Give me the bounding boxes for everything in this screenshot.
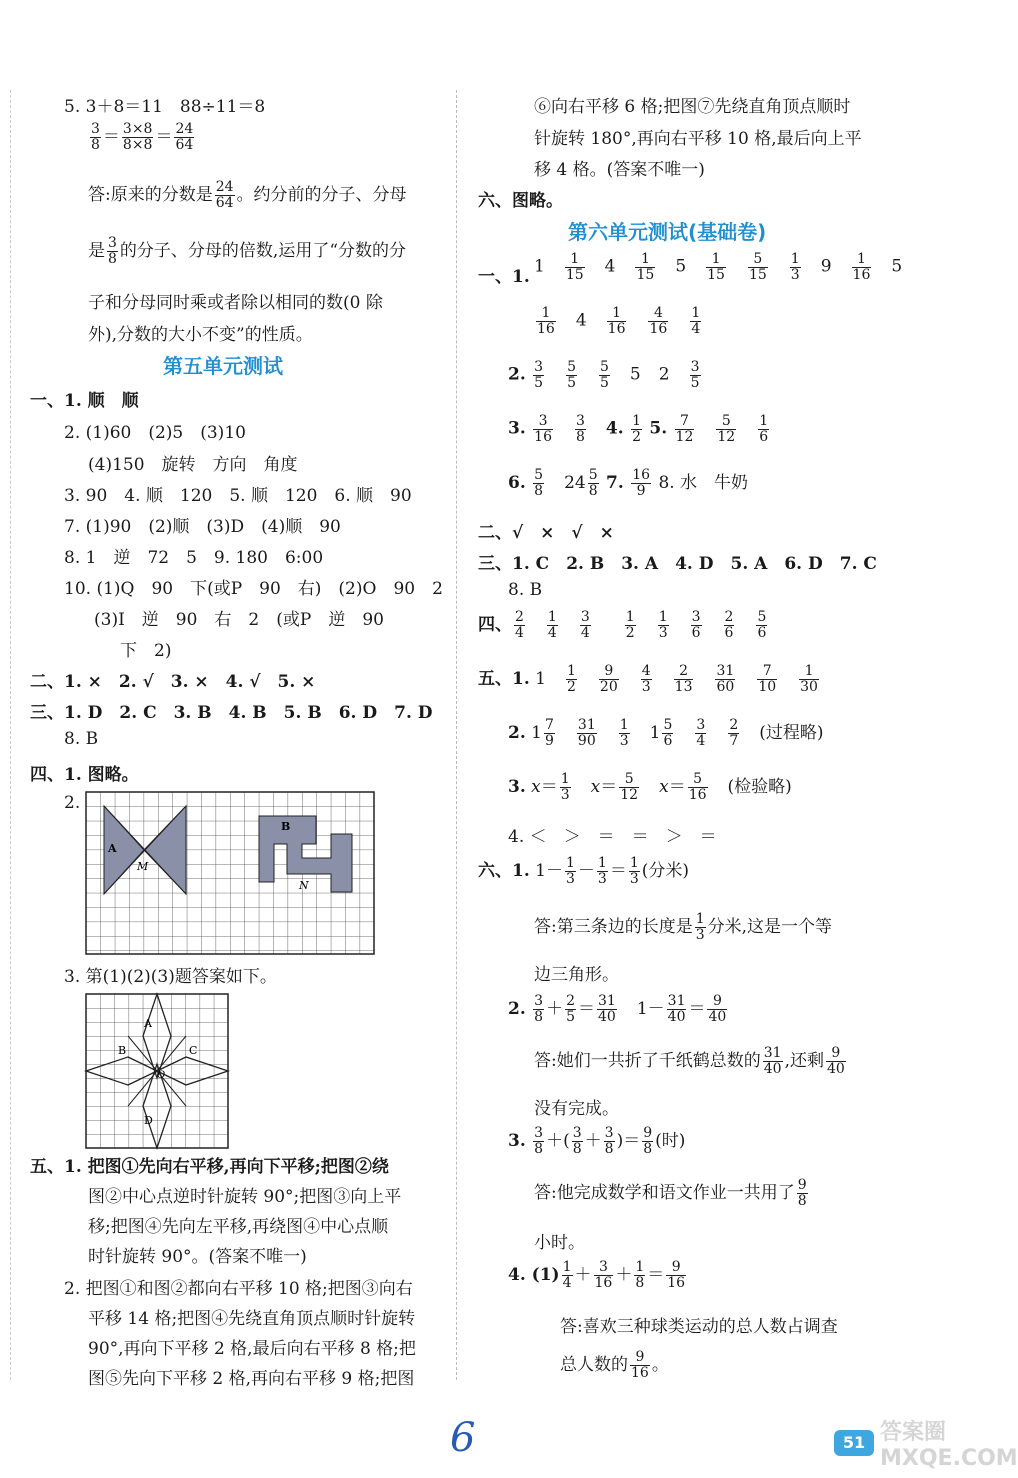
u6-s3: 三、1. C 2. B 3. A 4. D 5. A 6. D 7. C [478, 554, 877, 574]
q5-answer-2: 是 $\frac{3}{8}$ 的分子、分母的倍数,运用了“分数的分 [88, 235, 407, 267]
u6-s6-3: 3. $\frac{3}{8}$ ＋( $\frac{3}{8}$ ＋ $\frac{3}{8}$ )＝ $\frac{9}{8}$ (时) [508, 1125, 686, 1157]
u6-s6-3-ans: 答:他完成数学和语文作业一共用了 $\frac{9}{8}$ [534, 1177, 807, 1209]
s1-8: 8. 1 逆 72 5 9. 180 6:00 [64, 548, 324, 568]
s4-2: 2. [64, 793, 81, 813]
u6-s6-2-ans: 答:她们一共折了千纸鹤总数的 $\frac{31}{40}$ ,还剩 $\frac{9}{40}$ [534, 1045, 845, 1077]
grid2-label-o: O [157, 1070, 166, 1081]
unit6-title: 第六单元测试(基础卷) [568, 220, 767, 244]
u6-s5-1: 五、1. 1 $\frac{1}{2}$ $\frac{9}{20}$ $\frac{4}{3}$ $\frac{2}{13}$ $\frac{31}{60}$ $\frac{7}{10}$ $\frac{1}{30}$ [478, 663, 818, 695]
s5-2a: 2. 把图①和图②都向右平移 10 格;把图③向右 [64, 1279, 413, 1299]
u6-s2: 二、√ × √ × [478, 523, 614, 543]
u6-s6-1: 六、1. 1－ $\frac{1}{3}$ － $\frac{1}{3}$ ＝ $\frac{1}{3}$ (分米) [478, 855, 690, 887]
s5-2b: 平移 14 格;把图④先绕直角顶点顺时针旋转 [88, 1309, 416, 1329]
grid2-label-a: A [144, 1017, 152, 1030]
u6-s6-1-ans: 答:第三条边的长度是 $\frac{1}{3}$ 分米,这是一个等 [534, 911, 833, 943]
u6-s1-3: 3. $\frac{3}{16}$ $\frac{3}{8}$ 4. $\frac{1}{2}$ 5. $\frac{7}{12}$ $\frac{5}{12}$ $\frac{1}{6}$ [508, 413, 769, 445]
grid1-label-m: M [137, 860, 149, 873]
grid1-label-a: A [108, 842, 117, 855]
u6-s4: 四、 $\frac{2}{4}$ $\frac{1}{4}$ $\frac{3}{4}$ $\frac{1}{2}$ $\frac{1}{3}$ $\frac{3}{6}$ $\frac{2}{6}$ $\frac{5}{6}$ [478, 609, 767, 641]
s5-2c: 90°,再向下平移 2 格,最后向右平移 8 格;把 [88, 1339, 416, 1359]
u6-s6-2-ans-c: 没有完成。 [534, 1099, 619, 1119]
s1-2: 2. (1)60 (2)5 (3)10 [64, 423, 246, 443]
s1-10b: (3)I 逆 90 右 2 (或P 逆 90 [94, 610, 384, 630]
u6-s5-3: 3. x＝ $\frac{1}{3}$ x＝ $\frac{5}{12}$ x＝ $\frac{5}{16}$ (检验略) [508, 771, 792, 803]
u6-s6-4: 4. (1) $\frac{1}{4}$ ＋ $\frac{3}{16}$ ＋ $\frac{1}{8}$ ＝ $\frac{9}{16}$ [508, 1259, 686, 1291]
grid2-label-c: C [189, 1044, 198, 1057]
q5-answer-3: 子和分母同时乘或者除以相同的数(0 除 [88, 293, 383, 313]
s5-1a: 五、1. 把图①先向右平移,再向下平移;把图②绕 [30, 1157, 389, 1177]
r3: 移 4 格。(答案不唯一) [534, 160, 705, 180]
s1-1: 一、1. 顺 顺 [30, 391, 139, 411]
grid-figure-1 [86, 792, 374, 954]
u6-s6-3-ans-c: 小时。 [534, 1233, 585, 1253]
s1-3: 3. 90 4. 顺 120 5. 顺 120 6. 顺 90 [64, 486, 412, 506]
s1-2b: (4)150 旋转 方向 角度 [88, 455, 298, 475]
s4-3: 3. 第(1)(2)(3)题答案如下。 [64, 967, 277, 987]
s1-10c: 下 2) [120, 641, 172, 661]
s5-2d: 图⑤先向下平移 2 格,再向右平移 9 格;把图 [88, 1369, 415, 1389]
u6-s1-2: 2. $\frac{3}{5}$ $\frac{5}{5}$ $\frac{5}{5}$ 5 2 $\frac{3}{5}$ [508, 359, 700, 391]
s5-1d: 时针旋转 90°。(答案不唯一) [88, 1247, 307, 1267]
grid1-label-n: N [299, 879, 309, 892]
s5-1c: 移;把图④先向左平移,再绕图④中心点顺 [88, 1217, 389, 1237]
q5-line1: 5. 3＋8＝11 88÷11＝8 [64, 97, 266, 117]
s2: 二、1. × 2. √ 3. × 4. √ 5. × [30, 672, 316, 692]
q5-answer-1: 答:原来的分数是 $\frac{24}{64}$ 。约分前的分子、分母 [88, 179, 407, 211]
watermark: 答案圈 MXQE.COM [880, 1420, 1018, 1471]
u6-s1-row2: $\frac{1}{16}$ 4 $\frac{1}{16}$ $\frac{4}{16}$ $\frac{1}{4}$ [537, 305, 701, 337]
q5-answer-4: 外),分数的大小不变”的性质。 [88, 325, 313, 345]
q5-fraction-eq: $\frac{3}{8}$ ＝ $\frac{3\times 8}{8\times 8}$ ＝ $\frac{24}{64}$ [91, 121, 194, 153]
left-margin-line [10, 90, 12, 1380]
r1: ⑥向右平移 6 格;把图⑦先绕直角顶点顺时 [534, 97, 851, 117]
r4: 六、图略。 [478, 191, 563, 211]
s3b: 8. B [64, 729, 99, 749]
u6-s1-6: 6. $\frac{5}{8}$ 24 $\frac{5}{8}$ 7. $\frac{16}{9}$ 8. 水 牛奶 [508, 467, 749, 499]
s1-7: 7. (1)90 (2)顺 (3)D (4)顺 90 [64, 517, 341, 537]
column-divider [456, 90, 458, 1380]
grid-figure-2 [86, 994, 228, 1148]
grid2-label-d: D [144, 1114, 153, 1127]
handwritten-mark: 6 [450, 1415, 476, 1461]
page-number: 51 [834, 1430, 874, 1456]
u6-s1-row1: 1 $\frac{1}{15}$ 4 $\frac{1}{15}$ 5 $\frac{1}{15}$ $\frac{5}{15}$ $\frac{1}{3}$ 9 $\frac{1}{16}$ 5 [534, 251, 903, 283]
u6-s6-4-ans-a: 答:喜欢三种球类运动的总人数占调查 [560, 1317, 838, 1337]
s4-1: 四、1. 图略。 [30, 765, 139, 785]
u6-s6-4-ans-b: 总人数的 $\frac{9}{16}$ 。 [560, 1349, 669, 1381]
grid1-label-b: B [281, 820, 291, 833]
u6-s5-2: 2. 1 $\frac{7}{9}$ $\frac{31}{90}$ $\frac{1}{3}$ 1 $\frac{5}{6}$ $\frac{3}{4}$ $\frac{2}{7}$ (过程略) [508, 717, 824, 749]
u6-s6-2: 2. $\frac{3}{8}$ ＋ $\frac{2}{5}$ ＝ $\frac{31}{40}$ 1－ $\frac{31}{40}$ ＝ $\frac{9}{40}$ [508, 993, 727, 1025]
u6-s5-4: 4. ＜ ＞ ＝ ＝ ＞ ＝ [508, 827, 717, 847]
unit5-title: 第五单元测试 [163, 354, 283, 378]
s1-10: 10. (1)Q 90 下(或P 90 右) (2)O 90 2 [64, 579, 443, 599]
s5-1b: 图②中心点逆时针旋转 90°;把图③向上平 [88, 1187, 402, 1207]
r2: 针旋转 180°,再向右平移 10 格,最后向上平 [534, 129, 862, 149]
u6-s1-label: 一、1. [478, 267, 530, 287]
s3: 三、1. D 2. C 3. B 4. B 5. B 6. D 7. D [30, 703, 433, 723]
grid2-label-b: B [118, 1044, 127, 1057]
u6-s3b: 8. B [508, 580, 543, 600]
u6-s6-1-ans-c: 边三角形。 [534, 965, 619, 985]
